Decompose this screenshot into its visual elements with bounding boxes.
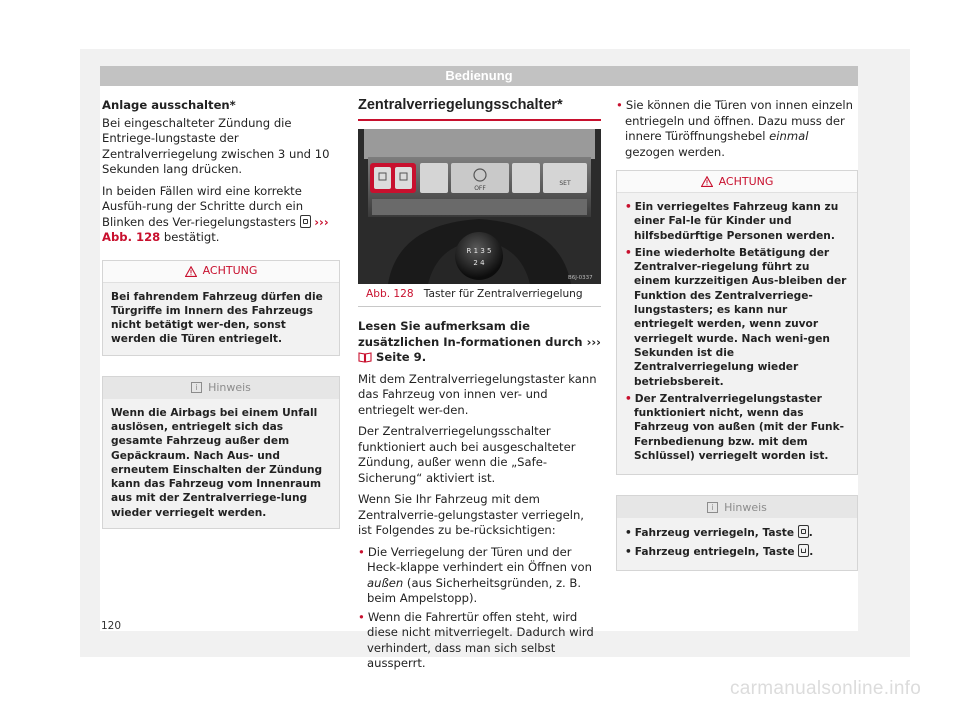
middle-column (358, 98, 601, 675)
watermark: carmanualsonline.info (730, 678, 922, 699)
unlock-key-icon (798, 544, 809, 557)
warning-item-text: Ein verriegeltes Fahrzeug kann zu einer Fal-le für Kinder und hilfsbedürftige Personen werden. (634, 201, 839, 242)
note-box (102, 376, 340, 529)
warning-label: ACHTUNG (202, 264, 258, 278)
off-label: OFF (474, 184, 486, 192)
page-header (100, 66, 858, 86)
paragraph: Wenn Sie Ihr Fahrzeug mit dem Zentralverrie-gelungstaster verriegeln, ist Folgendes zu be-rücksichtigen: (358, 492, 584, 537)
caption-number: Abb. 128 (366, 287, 414, 300)
paragraph: Mit dem Zentralverriegelungstaster kann das Fahrzeug von innen ver- und entriegelt wer-den. (358, 371, 597, 417)
bullet-item: • Die Verriegelung der Türen und der Heck-klappe verhindert ein Öffnen von außen (aus Sicherheitsgründen, z. B. beim Ampelstopp). (358, 544, 592, 605)
book-icon (358, 351, 372, 363)
emphasis: einmal (769, 129, 809, 143)
warning-item: • Ein verriegeltes Fahrzeug kann zu einer Fal-le für Kinder und hilfsbedürftige Personen werden. (625, 201, 839, 242)
figure-code: B6J-0337 (568, 274, 593, 281)
note-box (616, 495, 858, 571)
right-column (616, 98, 858, 571)
paragraph: Der Zentralverriegelungsschalter funktioniert auch bei ausgeschalteter Zündung, außer wenn die „Safe-Sicherung“ aktiviert ist. (358, 424, 576, 485)
paragraph-text: bestätigt. (160, 230, 220, 244)
info-icon: i (707, 502, 718, 513)
set-label: SET (559, 179, 571, 187)
warning-header (617, 171, 857, 193)
header-title: Bedienung (445, 68, 513, 83)
warning-item-text: Der Zentralverriegelungstaster funktioniert nicht, wenn das Fahrzeug von außen (mit der Funk-Fernbedienung bzw. mit dem Schlüssel) verriegelt worden ist. (634, 392, 845, 463)
bullet-text: Die Verriegelung der Türen und der Heck-klappe verhindert ein Öffnen von (367, 544, 592, 574)
warning-triangle-icon (185, 266, 197, 277)
note-label: Hinweis (208, 380, 251, 394)
figure-caption (358, 284, 601, 308)
intro-text: Lesen Sie aufmerksam die zusätzlichen In-formationen durch ››› (358, 319, 601, 349)
gear-knob (455, 232, 503, 280)
note-item-text: Fahrzeug verriegeln, Taste (634, 527, 798, 540)
bullet-text: Sie können die Türen von innen einzeln entriegeln und öffnen. Dazu muss der innere Türöffnungshebel (625, 98, 853, 143)
section-title: Zentralverriegelungsschalter* (358, 98, 601, 121)
gear-pattern-label: 2 4 (473, 258, 485, 267)
page-number: 120 (101, 620, 122, 632)
bullet-text: (aus Sicherheitsgründen, z. B. beim Ampelstopp). (367, 575, 582, 605)
paragraph (102, 184, 340, 246)
warning-item: • Eine wiederholte Betätigung der Zentralver-riegelung führt zu einem kurzzeitigen Aus-bleiben der Funktion des Zentralverriege-lungstasters; es kann nur entriegelt werden, wenn zuvor verriegelt wurde. Nach weni-gen Sekunden ist die Zentralverriegelung wieder betriebsbereit. (625, 246, 847, 388)
note-header (617, 496, 857, 518)
note-item: • Fahrzeug entriegeln, Taste . (625, 545, 814, 558)
warning-triangle-icon (701, 176, 713, 187)
bullet-text: gezogen werden. (625, 144, 725, 159)
warning-text: Bei fahrendem Fahrzeug dürfen die Türgriffe im Innern des Fahrzeugs nicht betätigt wer-den, sonst werden die Türen entriegelt. (111, 290, 323, 346)
emphasis: außen (367, 575, 404, 590)
note-item-text: Fahrzeug entriegeln, Taste (634, 545, 799, 558)
section-subtitle: Anlage ausschalten* (102, 98, 236, 112)
lock-key-icon (300, 215, 311, 228)
warning-box (102, 260, 340, 356)
paragraph-text: In beiden Fällen wird eine korrekte Ausfüh-rung der Schritte durch ein Blinken des Ver-riegelungstasters (102, 183, 304, 229)
note-label: Hinweis (724, 500, 767, 514)
note-text: Wenn die Airbags bei einem Unfall auslösen, entriegelt sich das gesamte Fahrzeug außer dem Gepäckraum. Nach Aus- und erneutem Einschalten der Zündung kann das Fahrzeug vom Innenraum aus mit der Zentralverriege-lung wieder verriegelt werden. (111, 406, 323, 519)
intro-paragraph (358, 319, 601, 366)
bullet-text: Wenn die Fahrertür offen steht, wird diese nicht mitverriegelt. Dadurch wird verhindert, dass man sich selbst aussperrt. (367, 609, 594, 670)
warning-list (617, 193, 857, 474)
lock-button (374, 167, 391, 189)
note-header (103, 377, 339, 399)
caption-text: Taster für Zentralverriegelung (423, 287, 583, 300)
intro-link[interactable]: Seite 9. (372, 350, 427, 364)
note-item: • Fahrzeug verriegeln, Taste . (625, 527, 813, 540)
unlock-button (395, 167, 412, 189)
figure-link[interactable]: ››› Abb. 128 (102, 214, 329, 244)
console-illustration (358, 129, 601, 284)
left-column (102, 98, 340, 529)
paragraph: Bei eingeschalteter Zündung die Entriege-lungstaste der Zentralverriegelung zwischen 3 und 10 Sekunden lang drücken. (102, 115, 330, 176)
bullet-item: • Sie können die Türen von innen einzeln entriegeln und öffnen. Dazu muss der innere Türöffnungshebel einmal gezogen werden. (616, 98, 853, 159)
info-icon: i (191, 382, 202, 393)
warning-item-text: Eine wiederholte Betätigung der Zentralver-riegelung führt zu einem kurzzeitigen Aus-bleiben der Funktion des Zentralverriege-lungstasters; es kann nur entriegelt werden, wenn zuvor verriegelt wurde. Nach weni-gen Sekunden ist die Zentralverriegelung wieder betriebsbereit. (634, 246, 847, 388)
warning-item: • Der Zentralverriegelungstaster funktioniert nicht, wenn das Fahrzeug von außen (mit der Funk-Fernbedienung bzw. mit dem Schlüssel) verriegelt worden ist. (625, 392, 845, 463)
figure-image (358, 129, 601, 284)
warning-label: ACHTUNG (718, 174, 774, 188)
warning-box (616, 170, 858, 475)
warning-header (103, 261, 339, 283)
gear-pattern-label: R 1 3 5 (466, 246, 492, 255)
lock-key-icon (798, 525, 809, 538)
bullet-item: • Wenn die Fahrertür offen steht, wird diese nicht mitverriegelt. Dadurch wird verhindert, dass man sich selbst aussperrt. (358, 609, 594, 670)
note-list (617, 518, 857, 570)
